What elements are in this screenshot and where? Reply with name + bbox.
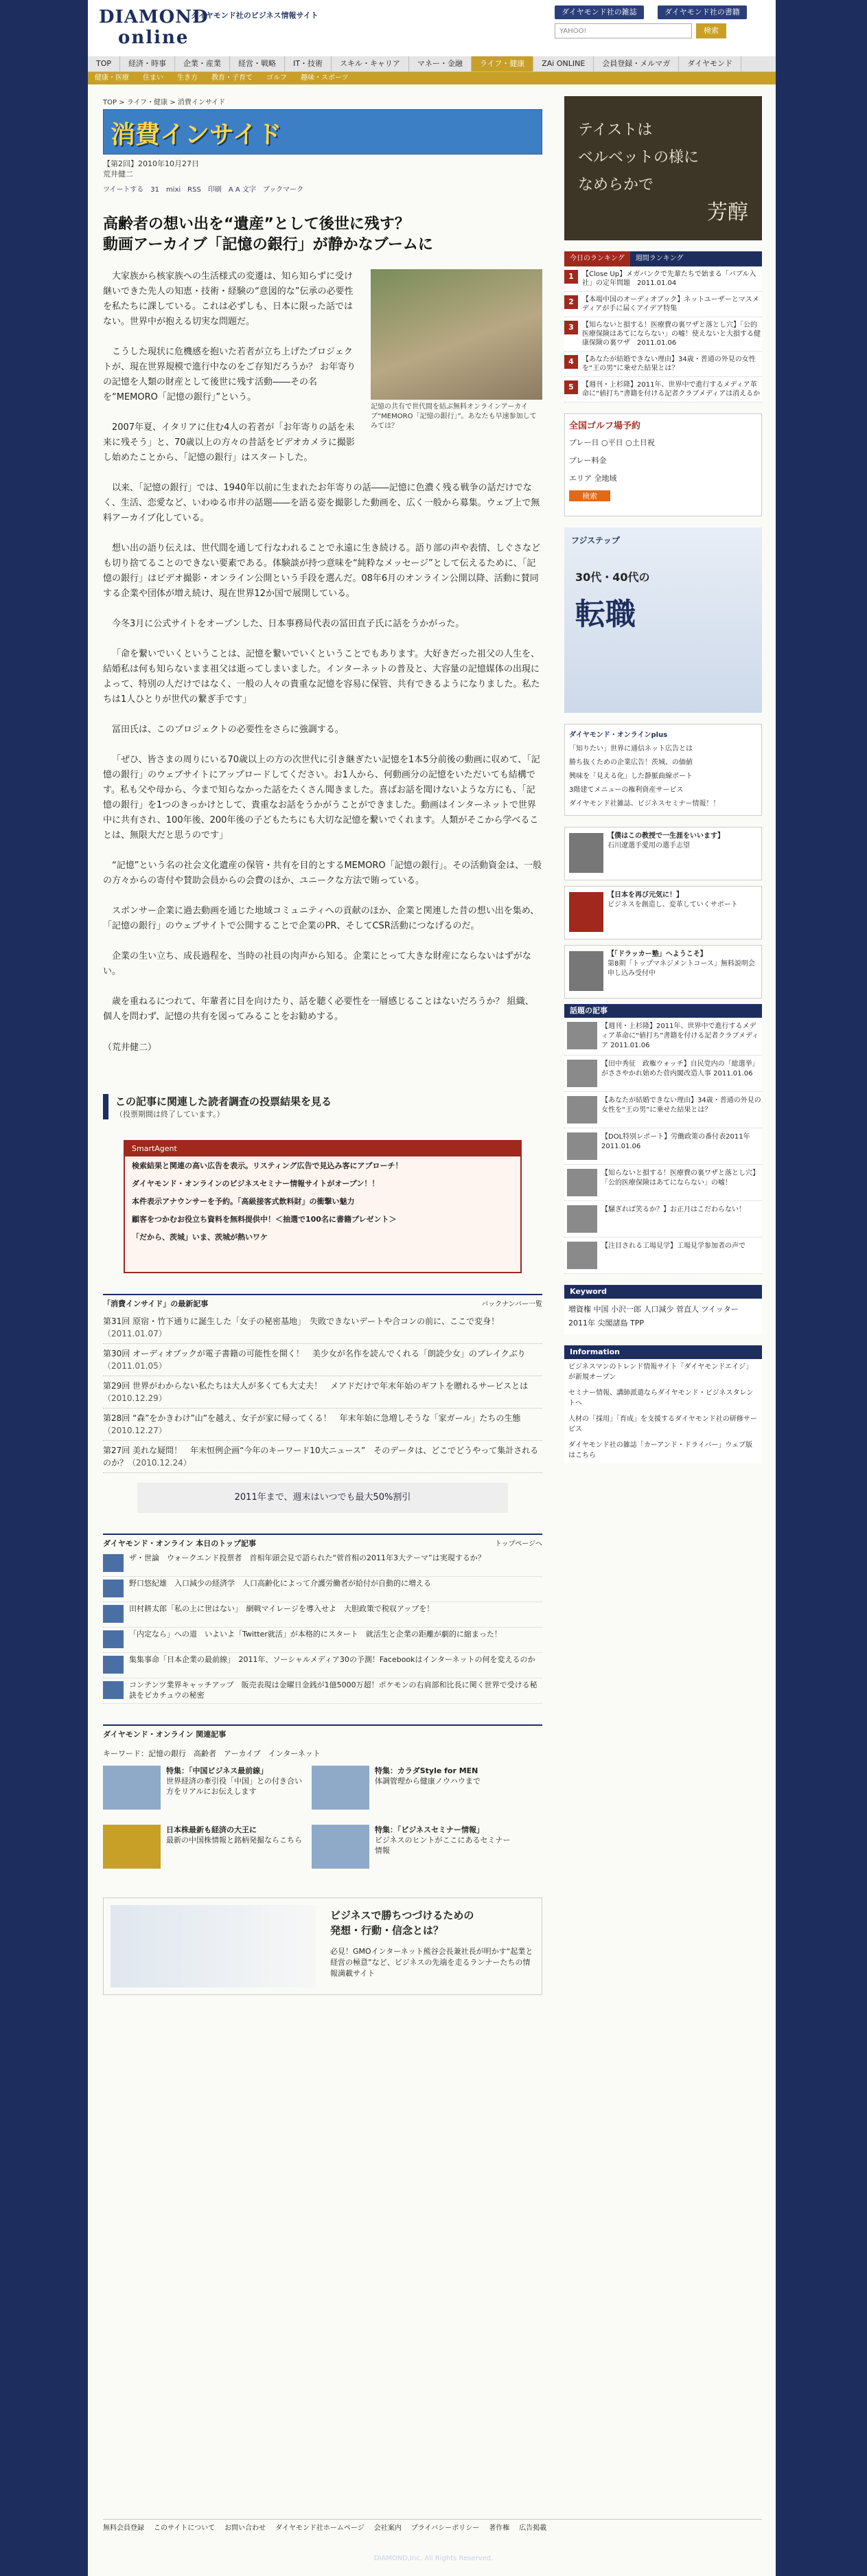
books-button[interactable]: ダイヤモンド社の書籍 — [658, 5, 747, 19]
golf-date[interactable]: プレー日 ○平日 ○土日祝 — [569, 438, 655, 447]
ranking-item[interactable]: 5 【週刊・上杉隆】2011年、世界中で進行するメディア革命に“値打ち”書籍を付ける記者クラブメディアは消えるか — [564, 377, 762, 402]
blog-card[interactable]: 【僕はこの教授で一生涯をいいます】 石川遼選手愛用の選手志望 — [564, 827, 762, 880]
blog-image — [569, 951, 603, 991]
paragraph: 今冬3月に公式サイトをオープンした、日本事務局代表の冨田直子氏に話をうかがった。 — [112, 619, 465, 629]
fuji-sub: 30代・40代の — [575, 571, 650, 584]
topic-image — [567, 1060, 597, 1087]
list-item[interactable] — [103, 1678, 542, 1704]
thumbnail — [103, 1681, 124, 1699]
paragraph: スポンサー企業に過去動画を通じた地域コミュニティへの貢献のほか、企業と関連した昔の想い出を集め、「記憶の銀行」のウェブサイトで公開することで企業のPR、そしてCSR活動につなげるのだ。 — [103, 906, 540, 931]
top-articles-header — [103, 1534, 542, 1551]
topic-image — [567, 1169, 597, 1196]
info-item[interactable]: ビジネスマンのトレンド情報サイト「ダイヤモンドエイジ」が新規オープン — [564, 1359, 762, 1385]
nav-item[interactable]: ダイヤモンド — [679, 56, 741, 71]
footer-link[interactable]: 著作権 — [489, 2524, 510, 2532]
item-date: （2010.12.27） — [103, 1426, 167, 1435]
topic-item[interactable]: 【騒ぎれば笑るか？】お正月はこだわらない！ — [564, 1201, 762, 1238]
sub-nav — [88, 72, 776, 84]
ranking-box — [564, 251, 762, 402]
article-author: 荒井健二 — [103, 170, 133, 179]
card-text: 特集：「ビジネスセミナー情報」 ビジネスのヒントがここにあるセミナー情報 — [374, 1825, 511, 1855]
footer-links — [103, 2519, 762, 2538]
site-header — [88, 0, 776, 57]
item-title[interactable]: 第31回 原宿・竹下通りに誕生した「女子の秘密基地」 失敗できないデートや合コンの前に、ここで変身！ — [103, 1317, 500, 1326]
item-title[interactable]: 第30回 オーディオブックが電子書籍の可能性を開く！ 美少女が名作を読んでくれる「朗読少女」のブレイクぶり — [103, 1349, 526, 1358]
ranking-item[interactable]: 2 【本場中国のオーディオブック】ネットユーザーとマスメディアが手に届くアイデア特集 — [564, 292, 762, 317]
topic-item[interactable]: 【あなたが結婚できない理由】34歳・普通の外見の女性を“王の男”に乗せた結果とは？ — [564, 1092, 762, 1128]
nav-item[interactable]: ZAi ONLINE — [533, 56, 594, 71]
magazine-button[interactable]: ダイヤモンド社の雑誌 — [555, 5, 644, 19]
ad-link[interactable]: 本件表示アナウンサーを予約。「高級接客式飲料財」の衝撃い魅力 — [132, 1197, 355, 1206]
item-title[interactable]: コンテンツ業界キャッチアップ 販売表現は金曜日金銭が1億5000万超！ポケモンの右肩部和比長に関く世界で受ける秘訣をピカチュウの秘密 — [129, 1680, 537, 1700]
list-item[interactable] — [103, 1376, 542, 1409]
fuji-step-ad[interactable] — [564, 527, 762, 713]
footer-link[interactable]: お問い合わせ — [224, 2524, 266, 2532]
bookmark-button[interactable]: ブックマーク — [262, 186, 304, 194]
information-box — [564, 1345, 762, 1463]
breadcrumb[interactable]: TOP > ライフ・健康 > 消費インサイド — [103, 99, 226, 106]
item-title[interactable]: 田村耕太郎「私の上に世はない」 網戦マイレージを導入せよ 大胆政策で税収アップを！ — [129, 1604, 435, 1613]
item-date: （2011.01.05） — [103, 1361, 167, 1371]
smart-agent-ad — [124, 1140, 522, 1273]
topic-image — [567, 1205, 597, 1233]
item-date: （2010.12.29） — [103, 1393, 167, 1403]
plus-item[interactable]: ダイヤモンド社雑誌、ビジネスセミナー情報！！ — [569, 800, 720, 808]
rss-icon[interactable]: RSS — [187, 186, 201, 194]
info-item[interactable]: セミナー情報、講師派遣ならダイヤモンド・ビジネスタレントへ — [564, 1385, 762, 1411]
list-item[interactable] — [103, 1577, 542, 1602]
nav-item[interactable]: スキル・キャリア — [332, 56, 409, 71]
topics-box — [564, 1004, 762, 1274]
topics-title: 話題の記事 — [564, 1004, 762, 1018]
item-title[interactable]: 野口悠紀雄 入口減少の経済学 人口高齢化によって介護労働者が給付が自動的に増える — [129, 1579, 431, 1588]
plus-title: ダイヤモンド・オンラインplus — [569, 731, 668, 739]
feature-card[interactable] — [312, 1825, 518, 1877]
topic-image — [567, 1242, 597, 1269]
topic-item[interactable]: 【田中秀征 政権ウォッチ】自民党内の「総選挙」がささやかれ始めた菅内閣改造人事 2011.01.06 — [564, 1056, 762, 1092]
topic-item[interactable]: 【DOL特別レポート】労働政策の番付表2011年 2011.01.06 — [564, 1128, 762, 1165]
topic-item[interactable]: 【知らないと損する！医療費の裏ワザと落とし穴】「公的医療保険はあてにならない」の嘘！ — [564, 1165, 762, 1201]
search-button[interactable]: 検索 — [696, 23, 726, 38]
list-item[interactable] — [103, 1409, 542, 1441]
sidebar — [564, 96, 762, 1474]
related-header — [103, 1724, 542, 1742]
feature-card[interactable] — [103, 1766, 309, 1818]
fuji-big: 転職 — [575, 597, 636, 632]
blog-image — [569, 833, 603, 873]
mixi-button[interactable]: mixi — [165, 186, 181, 194]
nav-item[interactable]: 企業・産業 — [175, 56, 230, 71]
main-column — [103, 96, 542, 1995]
signature: （荒井健二） — [103, 1042, 157, 1053]
plus-item[interactable]: 「知りたい」世界に通信ネット広告とは — [569, 745, 693, 753]
font-size-toggle[interactable]: A A 文字 — [228, 186, 256, 194]
paragraph: 企業の生い立ち、成長過程を、当時の社員の肉声から知る。企業にとって大きな財産にならないはずがない。 — [103, 951, 531, 977]
golf-title: 全国ゴルフ場予約 — [569, 421, 641, 431]
article-photo — [371, 269, 542, 431]
keyword-cloud[interactable]: 増資権 中国 小沢一郎 人口減少 菅直人 ツイッター 2011年 尖閣諸島 TPP — [564, 1299, 762, 1334]
nav-item[interactable]: 経営・戦略 — [230, 56, 285, 71]
tab-weekly[interactable]: 週間ランキング — [635, 255, 684, 262]
keyword-title: Keyword — [564, 1285, 762, 1299]
search-input[interactable]: YAHOO! — [555, 23, 692, 38]
card-text: 特集：カラダStyle for MEN 体調管理から健康ノウハウまで — [374, 1766, 481, 1786]
article-title — [103, 214, 542, 255]
paragraph: 「ぜひ、皆さまの周りにいる70歳以上の方の次世代に引き継ぎたい記憶を1本5分前後の動画に収めて、「記憶の銀行」のウェブサイトにアップロードしてください。お1人から、何動画分の記憶をいただいても結構です。私も父や母から、今まで知らなかった話をたくさん聞きました。喜ばお話を聞けないような方にも、「記憶の銀行」を1つのきっかけとして、貴重なお話をうかがうことができました。動画はインターネットで世界中に共有され、100年後、200年後の子どもたちにも大切な記憶を繋いでくれます。人類がそこから学べることは、無限大だと思うのです」 — [103, 755, 540, 841]
article-date: 【第2回】2010年10月27日 — [103, 159, 199, 168]
card-text: 日本株最新も経済の大王に 最新の中国株情報と銘柄発掘ならこちら — [166, 1825, 302, 1845]
ad-link[interactable]: 「だから、茨城」いま、茨城が熱いワケ — [132, 1233, 268, 1242]
top-articles-list — [103, 1551, 542, 1704]
keyword-links[interactable]: キーワード：記憶の銀行 高齢者 アーカイブ インターネット — [103, 1749, 321, 1758]
share-bar — [103, 183, 542, 194]
tweet-count: 31 — [150, 186, 159, 194]
logo[interactable]: DIAMOND — [99, 7, 209, 27]
promo-title: ビジネスで勝ちつづけるための 発想・行動・信念とは？ — [330, 1909, 474, 1937]
photo-caption: 記憶の共有で世代間を結ぶ無料オンラインアーカイブ“MEMORO「記憶の銀行」”。あなたも早速参加してみては？ — [371, 403, 537, 430]
item-date: （2010.12.24） — [128, 1458, 192, 1468]
plus-item[interactable]: 3階建てメニューの権利資産サービス — [569, 786, 684, 794]
print-button[interactable]: 印刷 — [207, 186, 222, 194]
topic-image — [567, 1096, 597, 1124]
card-image — [312, 1825, 369, 1869]
top-articles-title: ダイヤモンド・オンライン 本日のトップ記事 — [103, 1539, 256, 1548]
blog-card[interactable]: 【「ドラッカー塾」へようこそ】 第8期「トップマネジメントコース」無料説明会申し込み受付中 — [564, 945, 762, 999]
thumbnail — [103, 1554, 124, 1572]
footer-link[interactable]: 会社案内 — [373, 2524, 402, 2532]
topic-item[interactable]: 【週刊・上杉隆】2011年、世界中で進行するメディア革命に“値打ち”書籍を付ける記者クラブメディア 2011.01.06 — [564, 1018, 762, 1056]
list-item[interactable] — [103, 1551, 542, 1577]
promo-image — [111, 1905, 316, 1987]
subnav-item[interactable]: 健康・医療 — [95, 74, 129, 82]
feature-card[interactable] — [312, 1766, 518, 1818]
survey-title: この記事に関連した読者調査の投票結果を見る — [115, 1095, 332, 1108]
card-image — [103, 1825, 161, 1869]
list-item[interactable] — [103, 1312, 542, 1344]
title-line-1: 高齢者の想い出を“遺産”として後世に残す？ — [103, 216, 410, 233]
taste-ad[interactable]: テイストは ベルベットの様に なめらかで 芳醇 — [564, 96, 762, 240]
subnav-item[interactable]: 生き方 — [177, 74, 198, 82]
nav-item[interactable]: TOP — [88, 56, 120, 71]
promo-banner[interactable] — [103, 1897, 542, 1995]
article-meta — [103, 159, 542, 179]
feature-card[interactable] — [103, 1825, 309, 1877]
toppage-link[interactable]: トップページへ — [494, 1540, 542, 1548]
paragraph: 大家族から核家族への生活様式の変遷は、知ら知らずに受け継いできた先人の知恵・技術・経験の“意図的な”伝承の必要性を私たちに課している。これは必ずしも、日本に限った話ではない。世界中が抱える切実な問題だ。 — [103, 271, 354, 327]
hilton-ad[interactable]: 2011年まで、週末はいつでも最大50%割引 — [137, 1483, 508, 1513]
ranking-item[interactable]: 4 【あなたが結婚できない理由】34歳・普通の外見の女性を“王の男”に乗せた結果とは？ — [564, 352, 762, 377]
thumbnail — [103, 1630, 124, 1648]
thumbnail — [103, 1605, 124, 1623]
topic-item[interactable]: 【注目される工場見学】工場見学参加者の声で — [564, 1238, 762, 1274]
ranking-item[interactable]: 3 【知らないと損する！医療費の裏ワザと落とし穴】「公的医療保険はあてにならない」の嘘！使えないと大損する健康保険の裏ワザ 2011.01.06 — [564, 317, 762, 352]
survey-link[interactable] — [103, 1094, 542, 1119]
nav-item[interactable]: 経済・時事 — [120, 56, 175, 71]
paragraph: 歳を重ねるにつれて、年輩者に目を向けたり、話を聴く必要性を一層感じることはないだろうか？ 組織、個人を問わず、記憶の共有を図ってみることをお勧めする。 — [103, 996, 534, 1022]
paragraph: こうした現状に危機感を抱いた若者が立ち上げたプロジェクトが、現在世界規模で進行中なのをご存知だろうか？ お年寄りの記憶を人類の財産として後世に残す活動――その名を“MEMORO「記憶の銀行」”という。 — [103, 347, 356, 402]
survey-sub: （投票期間は終了しています。） — [115, 1110, 224, 1119]
nav-item[interactable]: 会員登録・メルマガ — [594, 56, 679, 71]
paragraph: 想い出の語り伝えは、世代間を通して行なわれることで永遠に生き続ける。語り部の声や表情、しぐさなども切り捨てることのできない要素である。体験談が持つ意味を“純粋なメッセージ”として伝えるために、「記憶の銀行」はビデオ撮影・オンライン公開という手段を選んだ。08年6月のオンライン公開以降、活動に賛同する企業や団体が増え続け、現在世界12か国で展開している。 — [103, 543, 541, 599]
tab-today[interactable]: 今日のランキング — [564, 251, 630, 266]
subnav-item[interactable]: 趣味・スポーツ — [301, 74, 349, 82]
topic-image — [567, 1022, 597, 1049]
footer-link[interactable]: 無料会員登録 — [103, 2524, 144, 2532]
thumbnail — [103, 1580, 124, 1597]
plus-item[interactable]: 勝ち抜くための企業広告！茨城、の価値 — [569, 759, 693, 766]
ad-link[interactable]: ダイヤモンド・オンラインのビジネスセミナー情報サイトがオープン！！ — [132, 1179, 380, 1188]
card-text: 特集：「中国ビジネス最前線」 世界経済の牽引役「中国」との付き合い方をリアルにお伝えします — [166, 1766, 302, 1796]
ranking-tabs — [564, 251, 762, 266]
item-title[interactable]: 「内定なら」への道 いよいよ「Twitter就活」が本格的にスタート 就活生と企業の距離が劇的に縮まった！ — [129, 1630, 502, 1639]
promo-text: 必見！GMOインターネット熊谷会長兼社長が明かす“起業と経営の極意”など、ビジネスの先端を走るランナーたちの情報満載サイト — [330, 1947, 533, 1978]
list-item[interactable] — [103, 1628, 542, 1653]
list-item[interactable] — [103, 1344, 542, 1376]
keyword-box — [564, 1285, 762, 1334]
paragraph: 以来、「記憶の銀行」では、1940年以前に生まれたお年寄りの話――記憶に色濃く残る戦争の話だけでなく、生活、恋愛など、いわゆる市井の話題――を語る姿を撮影した動画を、広く一般から募集。ウェブ上で無料アーカイブ化している。 — [103, 483, 540, 523]
backnumber-link[interactable]: バックナンバー一覧 — [481, 1301, 542, 1308]
paragraph: “記憶”という名の社会文化遺産の保管・共有を目的とするMEMORO「記憶の銀行」。その活動資金は、一般の方々からの寄付や賛助会員からの会費のほか、ユニークな方法で賄っている。 — [103, 860, 542, 886]
article-body — [103, 269, 542, 1053]
information-title: Information — [564, 1345, 762, 1359]
title-line-2: 動画アーカイブ「記憶の銀行」が静かなブームに — [103, 236, 433, 253]
info-item[interactable]: ダイヤモンド社の雑誌「カーアンド・ドライバー」ウェブ版はこちら — [564, 1437, 762, 1463]
paragraph: 2007年夏、イタリアに住む4人の若者が「お年寄りの話を未来に残そう」と、70歳以上の方々の昔話をビデオカメラに撮影し始めたことから、「記憶の銀行」はスタートした。 — [103, 422, 355, 463]
thumbnail — [103, 1656, 124, 1674]
item-title[interactable]: 集集事命「日本企業の最前線」 2011年、ソーシャルメディア30の予測！Facebookはインターネットの何を変えるのか — [129, 1655, 535, 1664]
nav-item[interactable]: マネー・金融 — [409, 56, 472, 71]
backnumber-list — [103, 1312, 542, 1473]
feature-grid — [103, 1766, 542, 1884]
paragraph: 冨田氏は、このプロジェクトの必要性をさらに強調する。 — [112, 725, 344, 735]
info-item[interactable]: 人材の「採用」「育成」を支援するダイヤモンド社の研修サービス — [564, 1411, 762, 1437]
series-title: 消費インサイド — [111, 121, 282, 149]
list-item[interactable] — [103, 1602, 542, 1628]
fuji-logo: フジステップ — [571, 536, 620, 545]
footer-link[interactable]: ダイヤモンド社ホームページ — [275, 2524, 365, 2532]
copyright: DIAMOND,Inc. All Rights Reserved. — [373, 2555, 494, 2562]
golf-search-button[interactable]: 検索 — [569, 490, 610, 501]
ad-header: SmartAgent — [125, 1141, 520, 1156]
golf-search — [564, 413, 762, 516]
logo-sub[interactable]: online — [118, 27, 189, 48]
golf-price[interactable]: プレー料金 — [569, 456, 607, 465]
subnav-item[interactable]: 住まい — [143, 74, 163, 82]
photo-image — [371, 269, 542, 400]
item-title[interactable]: 第28回 “森”をかきわけ”山”を越え、女子が家に帰ってくる！ 年末年始に急増しそうな「家ガール」たちの生態 — [103, 1413, 521, 1423]
ad-link[interactable]: 顧客をつかむお役立ち資料を無料提供中！＜抽選で100名に書籍プレゼント＞ — [132, 1215, 397, 1224]
plus-box — [564, 724, 762, 816]
nav-item-active[interactable]: ライフ・健康 — [472, 56, 533, 71]
card-image — [312, 1766, 369, 1810]
footer-link[interactable]: プライバシーポリシー — [411, 2524, 480, 2532]
backnumber-header — [103, 1294, 542, 1312]
ad-link[interactable]: 検索結果と関連の高い広告を表示。リスティング広告で見込み客にアプローチ！ — [132, 1161, 403, 1170]
blog-image — [569, 892, 603, 932]
blog-card[interactable]: 【日本を再び元気に！】 ビジネスを創造し、変革していくサポート — [564, 886, 762, 939]
tagline: ダイヤモンド社のビジネス情報サイト — [191, 11, 319, 20]
list-item[interactable] — [103, 1653, 542, 1678]
main-nav — [88, 56, 776, 72]
item-title[interactable]: 第29回 世界がわからない私たちは大人が多くても大丈夫！ メアドだけで年末年始のギフトを贈れるサービスとは — [103, 1381, 529, 1391]
item-title[interactable]: ザ・世論 ウォークエンド投票者 首相年頭会見で語られた“菅首相の2011年3大テーマ”は実現するか？ — [129, 1553, 485, 1562]
ranking-item[interactable]: 1 【Close Up】メガバンクで先輩たちで始まる「バブル入社」の定年問題 2011.01.04 — [564, 266, 762, 292]
item-title[interactable]: 第27回 美れな疑問！ 年末恒例企画“今年のキーワード10大ニュース” そのデータは、どこでどうやって集計されるのか？ — [103, 1446, 539, 1468]
golf-area[interactable]: エリア 全地域 — [569, 474, 617, 483]
nav-item[interactable]: IT・技術 — [285, 56, 332, 71]
list-item[interactable] — [103, 1441, 542, 1473]
topic-image — [567, 1132, 597, 1160]
related-title: ダイヤモンド・オンライン 関連記事 — [103, 1730, 227, 1739]
paragraph: 「命を繋いでいくということは、記憶を繋いでいくということでもあります。大好きだった祖父の人生を、結婚私は何も知らないまま祖父は逝ってしまいました。インターネットの普及と、大容量の記憶媒体の出現によって、特別の人だけではなく、一般の人々の貴重な記憶を容易に保管、共有できるようになりました。私たちは1人ひとりが世代の繋ぎ手です」 — [103, 649, 540, 705]
subnav-item[interactable]: 教育・子育て — [211, 74, 253, 82]
backnumber-title: 「消費インサイド」の最新記事 — [103, 1299, 209, 1308]
plus-item[interactable]: 興味を「見える化」した静脈曲線ポート — [569, 773, 693, 780]
card-image — [103, 1766, 161, 1810]
footer-link[interactable]: 広告掲載 — [519, 2524, 547, 2532]
tweet-button[interactable]: ツイートする — [103, 186, 144, 194]
series-banner[interactable] — [103, 109, 542, 155]
footer-link[interactable]: このサイトについて — [154, 2524, 216, 2532]
item-date: （2011.01.07） — [103, 1329, 167, 1338]
subnav-item[interactable]: ゴルフ — [266, 74, 287, 82]
